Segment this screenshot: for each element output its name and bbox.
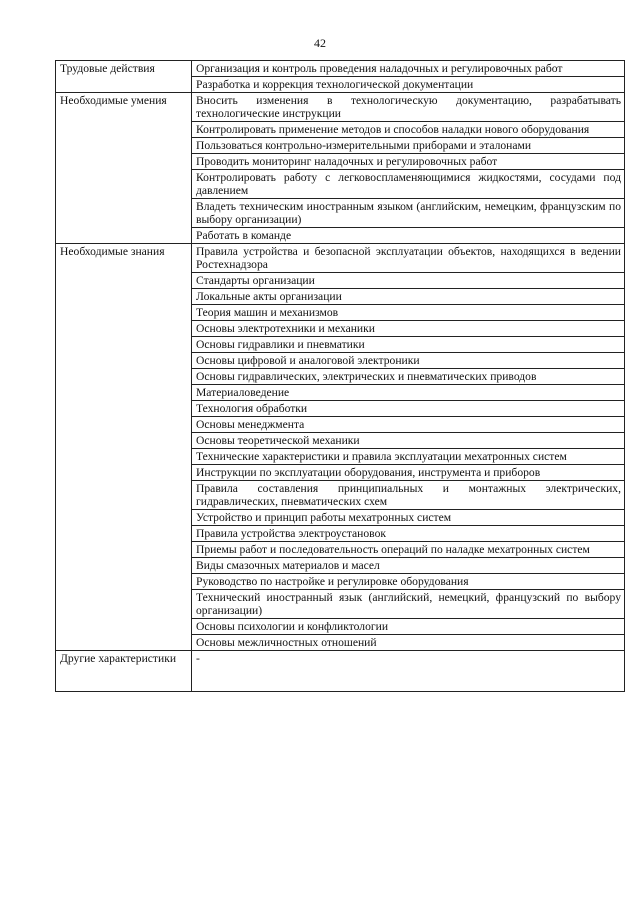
section-item: Теория машин и механизмов	[192, 305, 625, 321]
competency-table	[55, 60, 625, 692]
section-item: Владеть техническим иностранным языком (английским, немецким, французским по выбору организации)	[192, 199, 625, 228]
section-item: Правила устройства и безопасной эксплуатации объектов, находящихся в ведении Ростехнадзора	[192, 244, 625, 273]
section-label: Необходимые умения	[56, 93, 192, 244]
table-row	[56, 244, 625, 273]
section-item: Основы межличностных отношений	[192, 635, 625, 651]
section-item: Локальные акты организации	[192, 289, 625, 305]
section-item: Правила устройства электроустановок	[192, 526, 625, 542]
section-item: Стандарты организации	[192, 273, 625, 289]
table-row	[56, 651, 625, 692]
section-label: Трудовые действия	[56, 61, 192, 93]
section-item: Пользоваться контрольно-измерительными приборами и эталонами	[192, 138, 625, 154]
section-item: Основы теоретической механики	[192, 433, 625, 449]
section-item: Контролировать работу с легковоспламеняющимися жидкостями, сосудами под давлением	[192, 170, 625, 199]
section-item: Контролировать применение методов и способов наладки нового оборудования	[192, 122, 625, 138]
section-item: Технология обработки	[192, 401, 625, 417]
section-item: Материаловедение	[192, 385, 625, 401]
section-item: Вносить изменения в технологическую документацию, разрабатывать технологические инструкции	[192, 93, 625, 122]
section-label: Другие характеристики	[56, 651, 192, 692]
section-item: -	[192, 651, 625, 692]
section-item: Основы электротехники и механики	[192, 321, 625, 337]
table-row	[56, 93, 625, 122]
section-item: Технический иностранный язык (английский, немецкий, французский по выбору организации)	[192, 590, 625, 619]
section-item: Технические характеристики и правила эксплуатации мехатронных систем	[192, 449, 625, 465]
section-item: Основы менеджмента	[192, 417, 625, 433]
section-item: Разработка и коррекция технологической документации	[192, 77, 625, 93]
section-item: Основы гидравлических, электрических и пневматических приводов	[192, 369, 625, 385]
section-item: Виды смазочных материалов и масел	[192, 558, 625, 574]
section-item: Инструкции по эксплуатации оборудования, инструмента и приборов	[192, 465, 625, 481]
section-item: Проводить мониторинг наладочных и регулировочных работ	[192, 154, 625, 170]
table-row	[56, 61, 625, 77]
page-number: 42	[314, 36, 326, 50]
section-item: Правила составления принципиальных и монтажных электрических, гидравлических, пневматических схем	[192, 481, 625, 510]
section-item: Основы психологии и конфликтологии	[192, 619, 625, 635]
section-item: Устройство и принцип работы мехатронных систем	[192, 510, 625, 526]
section-item: Основы цифровой и аналоговой электроники	[192, 353, 625, 369]
competency-table-body	[56, 61, 625, 692]
section-item: Руководство по настройке и регулировке оборудования	[192, 574, 625, 590]
section-item: Работать в команде	[192, 228, 625, 244]
section-item: Организация и контроль проведения наладочных и регулировочных работ	[192, 61, 625, 77]
section-item: Основы гидравлики и пневматики	[192, 337, 625, 353]
section-item: Приемы работ и последовательность операций по наладке мехатронных систем	[192, 542, 625, 558]
section-label: Необходимые знания	[56, 244, 192, 651]
